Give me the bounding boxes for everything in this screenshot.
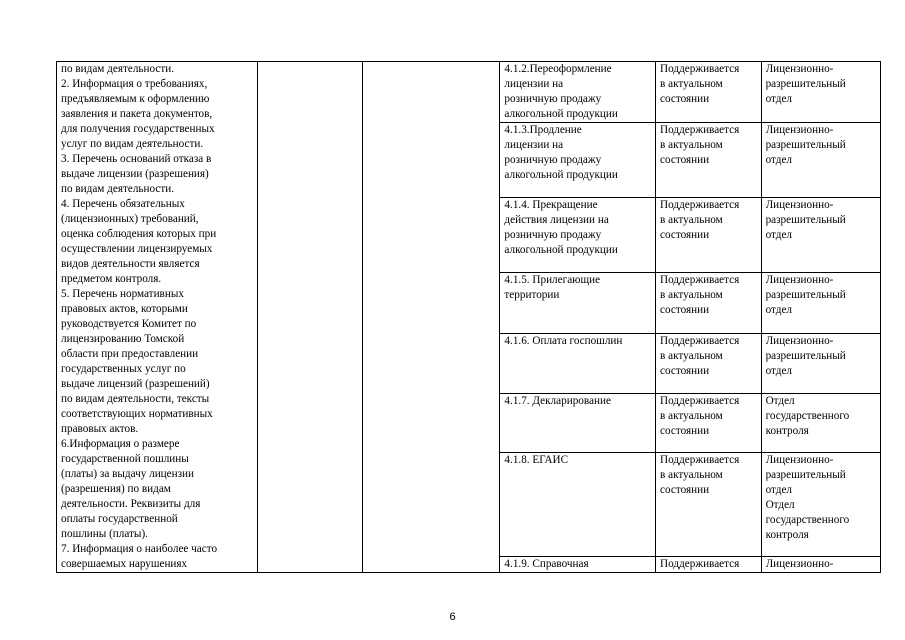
information-list-line: 5. Перечень нормативных (61, 288, 184, 300)
department-cell (761, 198, 880, 273)
information-list-line: руководствуется Комитет по (61, 318, 197, 330)
department-line: разрешительный (765, 214, 846, 227)
table-body (57, 62, 881, 573)
information-list-line: оплаты государственной (61, 513, 178, 525)
information-list-line: совершаемых нарушениях (61, 558, 188, 570)
empty-cell (362, 62, 500, 573)
status-line: Поддерживается (660, 334, 740, 347)
information-list-line: 4. Перечень обязательных (61, 198, 185, 210)
information-list-line: лицензированию Томской (61, 333, 185, 345)
information-list-line: оценка соблюдения которых при (61, 228, 217, 240)
section-title-line: алкогольной продукции (504, 169, 618, 182)
department-line: разрешительный (765, 349, 846, 362)
department-line: Лицензионно- (765, 453, 834, 466)
department-line: Отдел (765, 498, 795, 511)
section-cell (500, 393, 656, 452)
department-cell (761, 62, 880, 123)
status-line: Поддерживается (660, 394, 740, 407)
status-line: состоянии (660, 424, 710, 437)
information-list-line: пошлины (платы). (61, 528, 148, 540)
information-list-line: выдаче лицензии (разрешения) (61, 168, 209, 180)
status-cell (656, 452, 762, 556)
department-line: контроля (765, 528, 809, 541)
empty-cell (258, 62, 362, 573)
department-line: Лицензионно- (765, 63, 834, 75)
department-line: отдел (765, 93, 793, 105)
status-line: Поддерживается (660, 63, 740, 75)
information-list-line: 6.Информация о размере (61, 438, 180, 450)
status-line: состоянии (660, 304, 710, 317)
section-title-line: 4.1.2.Переоформление (504, 63, 612, 75)
status-cell (656, 333, 762, 393)
department-line: разрешительный (765, 468, 846, 481)
department-line: разрешительный (765, 289, 846, 302)
department-line: государственного (765, 513, 850, 526)
information-list-line: правовых актов. (61, 423, 139, 435)
section-cell (500, 62, 656, 123)
status-line: в актуальном (660, 468, 723, 481)
status-cell (656, 123, 762, 198)
information-list-line: 2. Информация о требованиях, (61, 78, 208, 90)
information-list-line: соответствующих нормативных (61, 408, 213, 420)
information-list-line: деятельности. Реквизиты для (61, 498, 201, 510)
information-list-line: по видам деятельности, тексты (61, 393, 210, 405)
section-cell (500, 452, 656, 556)
status-line: Поддерживается (660, 274, 740, 287)
department-cell (761, 123, 880, 198)
department-line: государственного (765, 409, 850, 422)
table-row (57, 62, 881, 123)
department-line: Лицензионно- (765, 274, 834, 287)
information-list-line: 7. Информация о наиболее часто (61, 543, 218, 555)
status-line: состоянии (660, 229, 710, 242)
status-cell (656, 393, 762, 452)
status-cell (656, 62, 762, 123)
section-title-line: действия лицензии на (504, 214, 609, 227)
section-title-line: алкогольной продукции (504, 108, 618, 120)
department-line: Лицензионно- (765, 124, 834, 137)
information-list-line: по видам деятельности. (61, 183, 175, 195)
section-title-line: 4.1.6. Оплата госпошлин (504, 334, 623, 347)
section-title-line: 4.1.4. Прекращение (504, 199, 598, 212)
page-number: 6 (449, 611, 456, 623)
status-line: в актуальном (660, 78, 723, 90)
information-list-line: государственных услуг по (61, 363, 186, 375)
section-cell (500, 556, 656, 572)
information-list-line: предъявляемым к оформлению (61, 93, 210, 105)
information-list-line: выдаче лицензий (разрешений) (61, 378, 210, 390)
department-cell (761, 393, 880, 452)
information-list-line: правовых актов, которыми (61, 303, 188, 315)
status-cell (656, 198, 762, 273)
information-list-line: (лицензионных) требований, (61, 213, 199, 225)
department-line: отдел (765, 304, 793, 317)
status-line: в актуальном (660, 139, 723, 152)
department-line: контроля (765, 424, 809, 437)
status-line: в актуальном (660, 289, 723, 302)
status-line: состоянии (660, 364, 710, 377)
information-list-line: по видам деятельности. (61, 63, 175, 75)
status-line: в актуальном (660, 349, 723, 362)
information-list-line: для получения государственных (61, 123, 215, 135)
information-list-line: заявления и пакета документов, (61, 108, 213, 120)
status-line: состоянии (660, 154, 710, 167)
department-cell (761, 333, 880, 393)
section-title-line: 4.1.9. Справочная (504, 557, 589, 570)
department-line: разрешительный (765, 78, 846, 90)
department-line: Отдел (765, 394, 795, 407)
section-cell (500, 198, 656, 273)
department-line: отдел (765, 364, 793, 377)
section-cell (500, 123, 656, 198)
status-line: Поддерживается (660, 124, 740, 137)
department-cell (761, 556, 880, 572)
section-title-line: лицензии на (504, 139, 564, 152)
department-line: Лицензионно- (765, 557, 834, 570)
section-cell (500, 333, 656, 393)
information-list-line: (разрешения) по видам (61, 483, 171, 495)
status-line: состоянии (660, 483, 710, 496)
section-title-line: лицензии на (504, 78, 564, 90)
information-list-cell (57, 62, 258, 573)
section-title-line: территории (504, 289, 560, 302)
department-cell (761, 273, 880, 333)
status-cell (656, 556, 762, 572)
information-list-line: осуществлении лицензируемых (61, 243, 213, 255)
information-list-line: предметом контроля. (61, 273, 162, 285)
department-line: разрешительный (765, 139, 846, 152)
status-line: в актуальном (660, 214, 723, 227)
information-list-line: 3. Перечень оснований отказа в (61, 153, 212, 165)
department-line: Лицензионно- (765, 334, 834, 347)
section-title-line: розничную продажу (504, 229, 602, 242)
information-list-line: услуг по видам деятельности. (61, 138, 204, 150)
section-title-line: алкогольной продукции (504, 244, 618, 257)
status-line: в актуальном (660, 409, 723, 422)
section-title-line: 4.1.5. Прилегающие (504, 274, 601, 287)
document-table (56, 61, 881, 573)
section-title-line: розничную продажу (504, 154, 602, 167)
status-line: Поддерживается (660, 453, 740, 466)
section-title-line: 4.1.3.Продление (504, 124, 582, 137)
department-line: отдел (765, 483, 793, 496)
information-list-line: государственной пошлины (61, 453, 189, 465)
section-cell (500, 273, 656, 333)
department-line: отдел (765, 154, 793, 167)
section-title-line: 4.1.8. ЕГАИС (504, 453, 569, 466)
information-list-line: видов деятельности является (61, 258, 200, 270)
department-line: Лицензионно- (765, 199, 834, 212)
information-list-line: области при предоставлении (61, 348, 199, 360)
department-line: отдел (765, 229, 793, 242)
department-cell (761, 452, 880, 556)
status-line: Поддерживается (660, 199, 740, 212)
section-title-line: 4.1.7. Декларирование (504, 394, 611, 407)
status-line: Поддерживается (660, 557, 740, 570)
section-title-line: розничную продажу (504, 93, 602, 105)
status-line: состоянии (660, 93, 710, 105)
status-cell (656, 273, 762, 333)
information-list-line: (платы) за выдачу лицензии (61, 468, 195, 480)
